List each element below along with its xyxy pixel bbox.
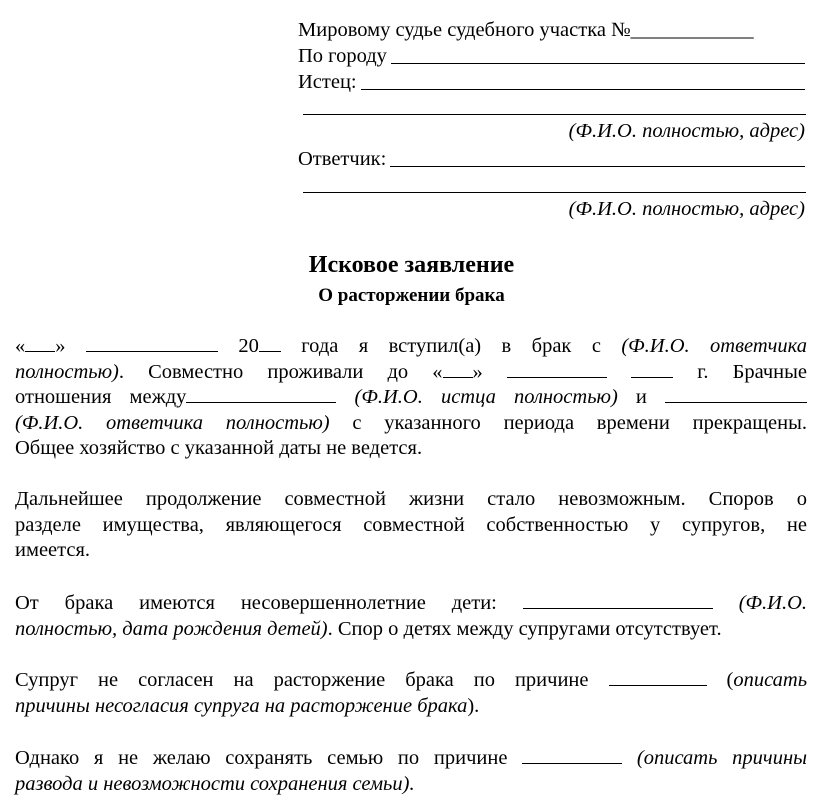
court-number-blank: ____________ bbox=[630, 19, 754, 41]
defendant-label: Ответчик: bbox=[298, 148, 387, 170]
text-line: Однако я не желаю сохранять семью по причине (описать причины bbox=[15, 747, 807, 769]
paragraph-marriage bbox=[15, 333, 807, 461]
plaintiff-blank bbox=[361, 89, 805, 90]
document-title: Исковое заявление bbox=[308, 252, 515, 278]
paragraph-property bbox=[15, 486, 807, 563]
city-blank bbox=[391, 63, 805, 64]
paragraph-divorce-reason bbox=[15, 745, 807, 796]
text-line: Дальнейшее продолжение совместной жизни стало невозможным. Споров о bbox=[15, 488, 807, 510]
text-line: разделе имущества, являющегося совместной собственностью у супругов, не bbox=[15, 513, 807, 536]
paragraph-spouse-disagreement bbox=[15, 667, 807, 718]
text-line: полностью, дата рождения детей). Спор о детях между супругами отсутствует. bbox=[15, 617, 722, 640]
text-line: Супруг не согласен на расторжение брака по причине (описать bbox=[15, 669, 808, 691]
text-line: имеется. bbox=[15, 539, 91, 561]
text-line: От брака имеются несовершеннолетние дети: (Ф.И.О. bbox=[15, 592, 808, 614]
court-label: Мировому судье судебного участка № bbox=[298, 19, 631, 41]
text-line: развода и невозможности сохранения семьи). bbox=[15, 772, 415, 795]
text-line: Общее хозяйство с указанной даты не ведется. bbox=[15, 437, 423, 459]
plaintiff-label: Истец: bbox=[298, 71, 357, 93]
text-line: « » 20 года я вступил(а) в брак с (Ф.И.О. ответчика bbox=[15, 335, 808, 357]
city-line bbox=[298, 43, 805, 69]
paragraph-children bbox=[15, 590, 807, 641]
text-line: полностью). Совместно проживали до « » г. Брачные bbox=[15, 360, 808, 383]
defendant-blank bbox=[390, 166, 805, 167]
defendant-line bbox=[298, 146, 805, 172]
text-line: отношения между (Ф.И.О. истца полностью) и bbox=[15, 384, 807, 410]
city-label: По городу bbox=[298, 45, 387, 67]
defendant-blank-2 bbox=[303, 192, 806, 193]
plaintiff-note: (Ф.И.О. полностью, адрес) bbox=[568, 120, 805, 142]
plaintiff-blank-2 bbox=[303, 114, 806, 115]
court-addressee-line bbox=[298, 17, 805, 43]
defendant-note: (Ф.И.О. полностью, адрес) bbox=[568, 198, 805, 220]
plaintiff-line bbox=[298, 69, 805, 95]
text-line: (Ф.И.О. ответчика полностью) с указанного периода времени прекращены. bbox=[15, 411, 807, 434]
document-subtitle: О расторжении брака bbox=[318, 285, 505, 306]
text-line: причины несогласия супруга на расторжение брака). bbox=[15, 694, 480, 717]
